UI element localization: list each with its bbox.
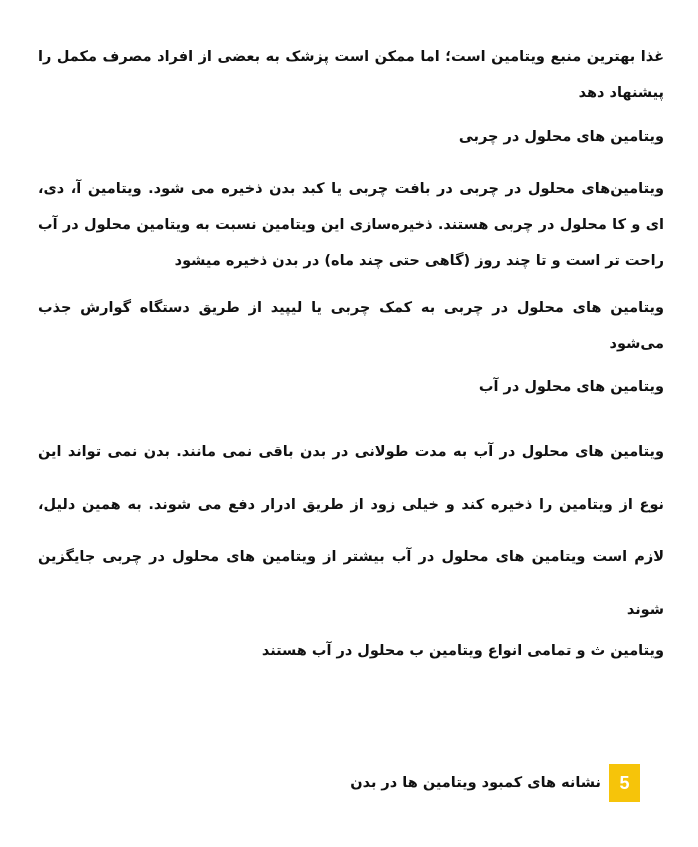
water-soluble-paragraph: ویتامین های محلول در آب به مدت طولانی در بدن باقی نمی مانند. بدن نمی تواند این نوع از ویتامین را ذخیره کند و خیلی زود از طریق ادرار دفع می شوند. به همین دلیل، لازم است ویتامین های محلول در آب بیشتر از ویتامین های محلول در چربی جایگزین شوند — [38, 444, 664, 618]
intro-paragraph: غذا بهترین منبع ویتامین است؛ اما ممکن است پزشک به بعضی از افراد مصرف مکمل را پیشنهاد دهد — [38, 49, 664, 101]
section-heading — [350, 764, 640, 802]
section-title: نشانه های کمبود ویتامین ها در بدن — [350, 775, 601, 791]
fat-absorption-paragraph: ویتامین های محلول در چربی به کمک چربی یا لیپید از طریق دستگاه گوارش جذب می‌شود — [38, 300, 664, 352]
vitamin-c-b-paragraph: ویتامین ث و تمامی انواع ویتامین ب محلول در آب هستند — [261, 643, 664, 659]
fat-soluble-heading: ویتامین های محلول در چربی — [458, 129, 664, 145]
water-soluble-heading: ویتامین های محلول در آب — [478, 379, 664, 395]
section-number-badge: 5 — [609, 764, 640, 802]
fat-soluble-paragraph: ویتامین‌های محلول در چربی در بافت چربی یا کبد بدن ذخیره می شود. ویتامین آ، دی، ای و کا محلول در چربی هستند. ذخیره‌سازی این ویتامین نسبت به ویتامین محلول در آب راحت تر است و تا چند روز (گاهی حتی چند ماه) در بدن ذخیره میشود — [38, 181, 664, 269]
